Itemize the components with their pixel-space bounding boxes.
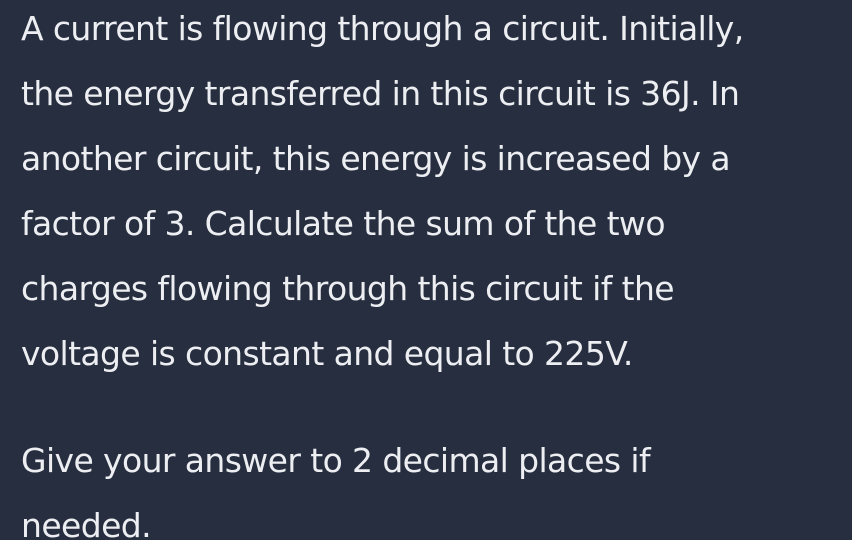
question-line: voltage is constant and equal to 225V. — [21, 334, 633, 373]
question-line: A current is flowing through a circuit. Initially, — [21, 9, 744, 48]
question-text — [21, 0, 851, 540]
question-line: the energy transferred in this circuit is 36J. In — [21, 74, 740, 113]
instruction-line: needed. — [21, 506, 152, 540]
instruction-line: Give your answer to 2 decimal places if — [21, 441, 650, 480]
question-line: another circuit, this energy is increased by a — [21, 139, 730, 178]
question-line: factor of 3. Calculate the sum of the two — [21, 204, 665, 243]
paragraph-gap — [21, 386, 851, 428]
question-line: charges flowing through this circuit if the — [21, 269, 674, 308]
